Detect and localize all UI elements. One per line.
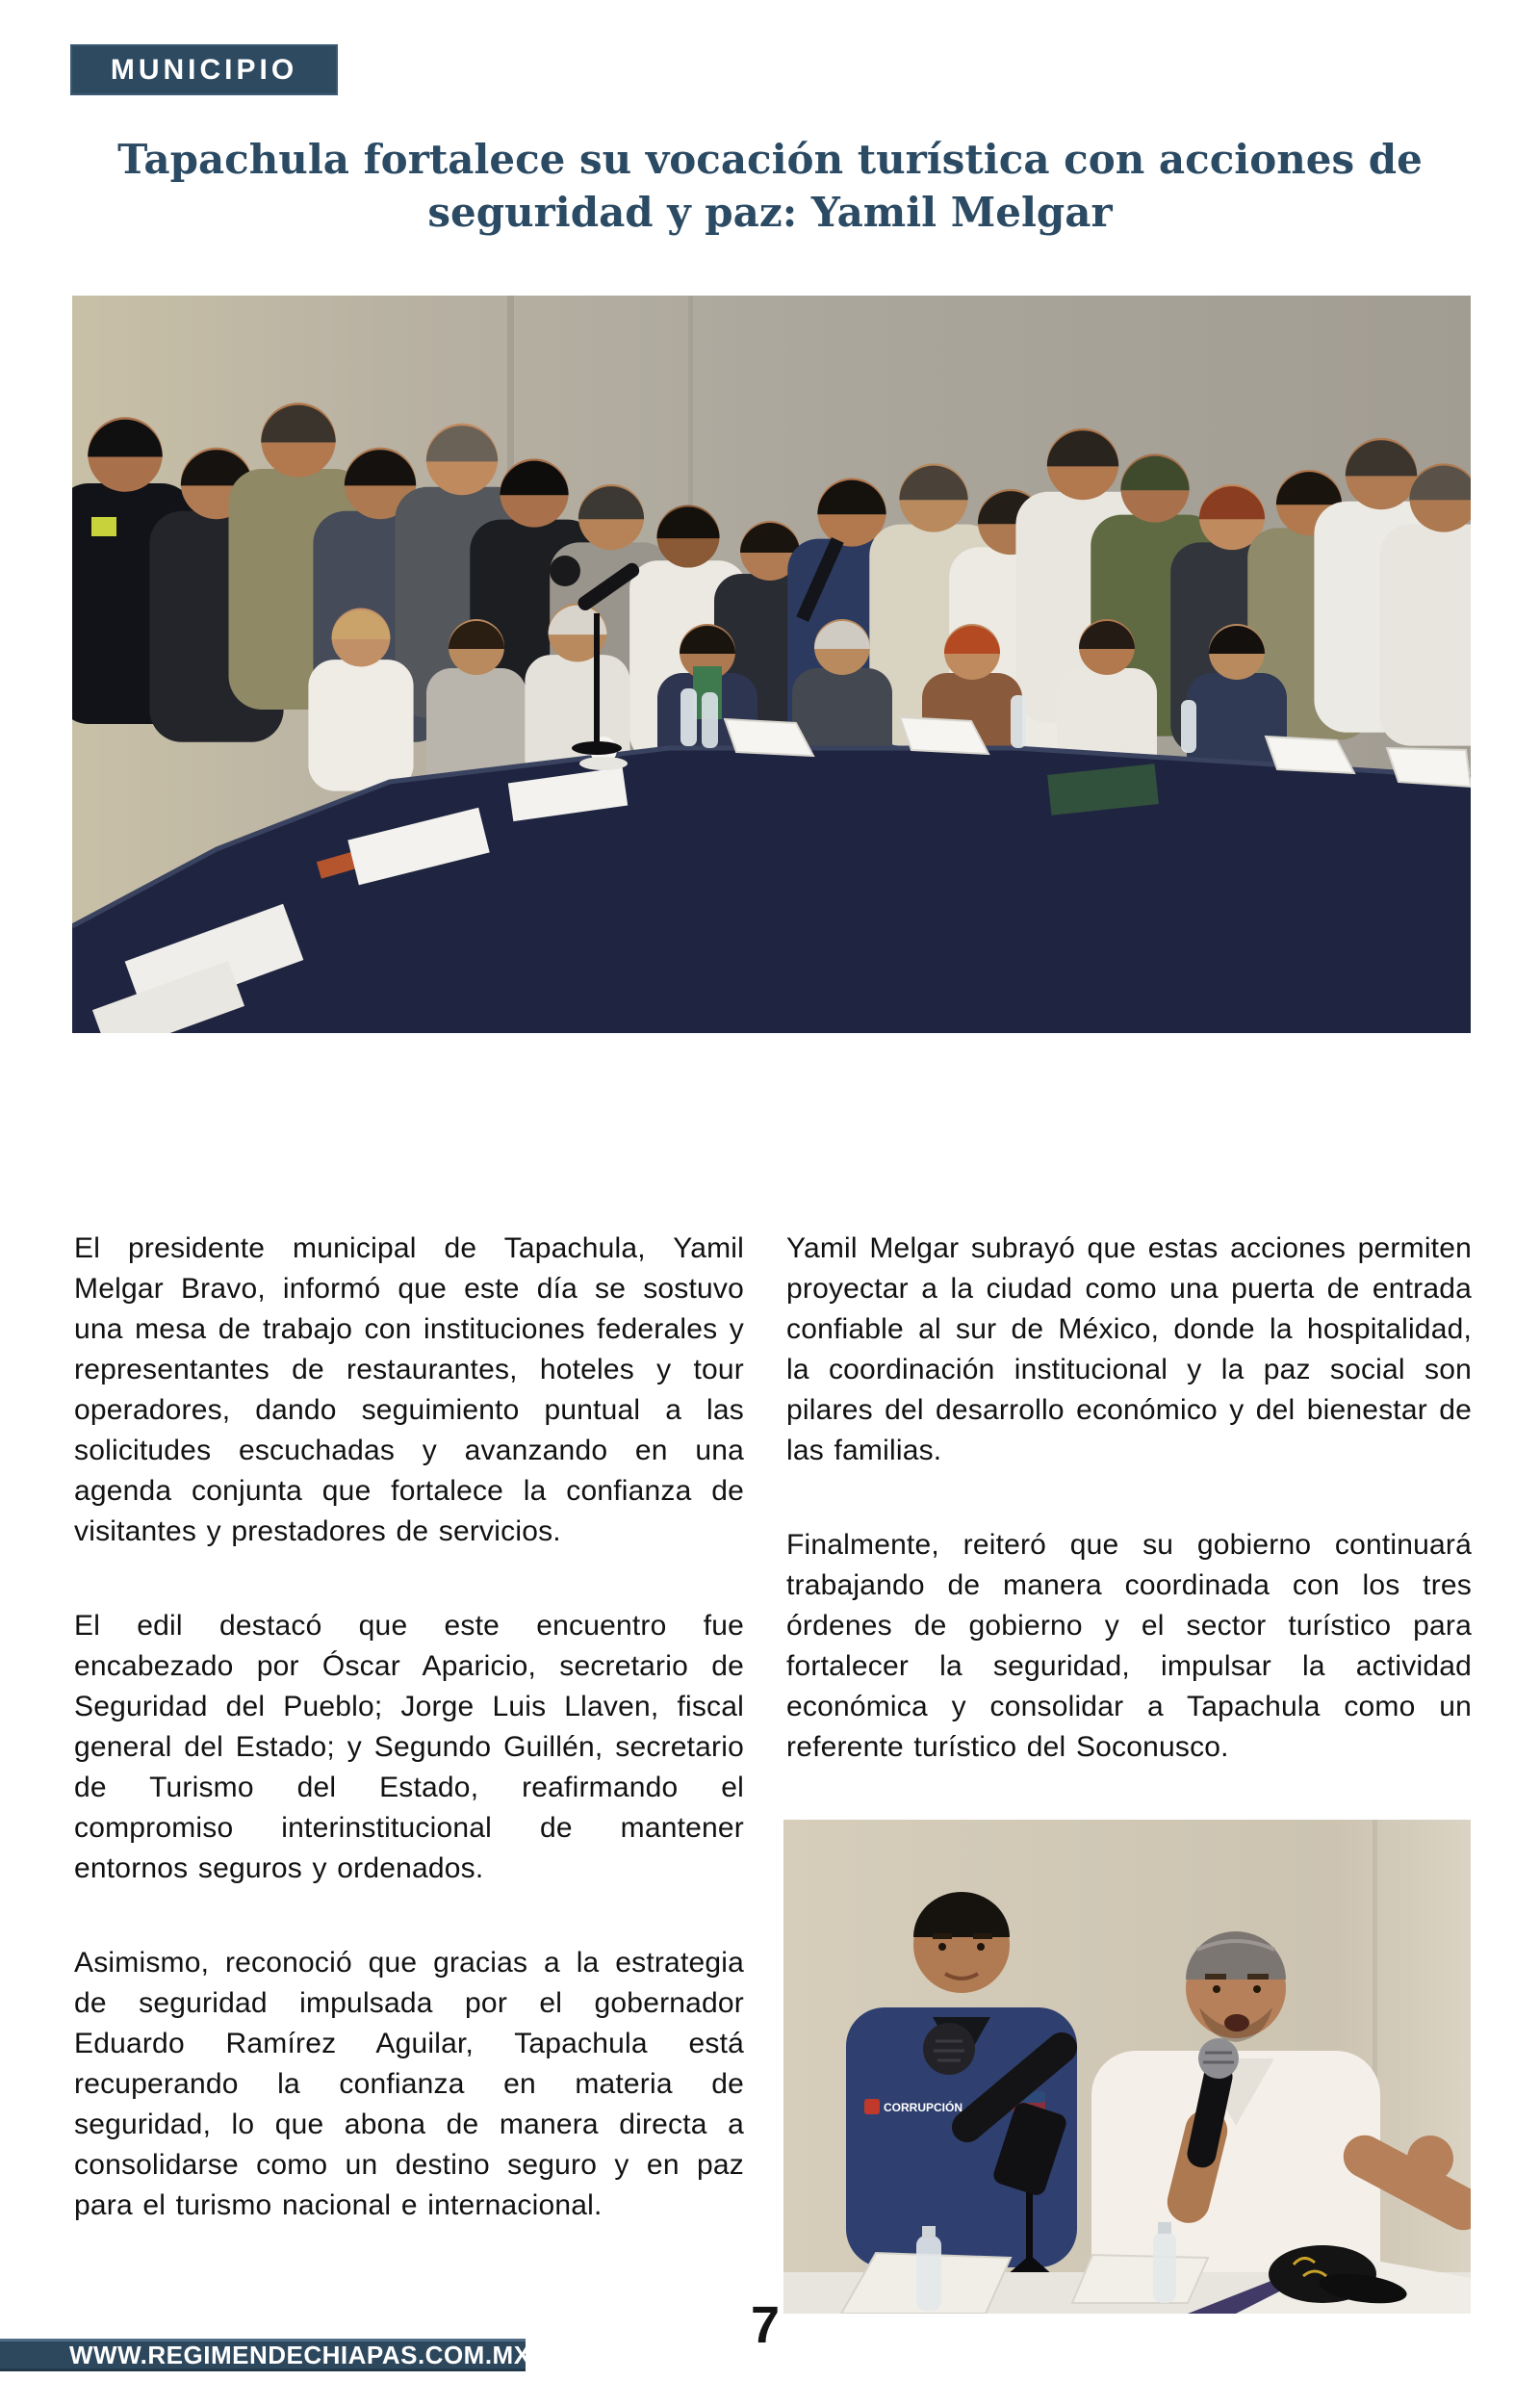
paragraph: Finalmente, reiteró que su gobierno continuará trabajando de manera coordinada con los tres órdenes de gobierno y el sector turístico para fortalecer la seguridad, impulsar la actividad económica y consolidar a Tapachula como un referente turístico del Soconusco. (786, 1529, 1472, 1763)
paragraph: El edil destacó que este encuentro fue encabezado por Óscar Aparicio, secretario de Seguridad del Pueblo; Jorge Luis Llaven, fiscal general del Estado; y Segundo Guillén, secretario de Turismo del Estado, reafirmando el compromiso interinstitucional de mantener entornos seguros y ordenados. (74, 1610, 744, 1884)
headline-line-2: seguridad y paz: Yamil Melgar (427, 189, 1113, 236)
paragraph: El presidente municipal de Tapachula, Yamil Melgar Bravo, informó que este día se sostuvo una mesa de trabajo con instituciones federales y representantes de restaurantes, hoteles y tour operadores, dando seguimiento puntual a las solicitudes escuchadas y avanzando en una agenda conjunta que fortalece la confianza de visitantes y prestadores de servicios. (74, 1232, 744, 1547)
footer-url-label: WWW.REGIMENDECHIAPAS.COM.MX (69, 2340, 531, 2369)
police-uniform-patch (91, 517, 116, 536)
article-headline (0, 133, 1540, 239)
group-photo-image (72, 296, 1471, 1033)
paragraph: Yamil Melgar subrayó que estas acciones permiten proyectar a la ciudad como una puerta de entrada confiable al sur de México, donde la hospitalidad, la coordinación institucional y la paz social son pilares del desarrollo económico y del bienestar de las familias. (786, 1232, 1472, 1466)
section-kicker-label: MUNICIPIO (110, 53, 298, 86)
article-column-left (74, 1229, 744, 2280)
headline-line-1: Tapachula fortalece su vocación turística con acciones de (117, 136, 1423, 183)
section-kicker-badge (70, 44, 338, 95)
article-column-right (786, 1229, 1472, 1822)
footer-bar (0, 2339, 531, 2371)
jacket-badge-text: CORRUPCIÓN (884, 2101, 963, 2114)
paragraph: Asimismo, reconoció que gracias a la estrategia de seguridad impulsada por el gobernador Eduardo Ramírez Aguilar, Tapachula está recuperando la confianza en materia de seguridad, lo que abona de manera directa a consolidarse como un destino seguro y en paz para el turismo nacional e internacional. (74, 1947, 744, 2221)
press-conference-photo (783, 1820, 1471, 2314)
open-mouth (1224, 2014, 1249, 2032)
page-number: 7 (750, 2296, 781, 2354)
